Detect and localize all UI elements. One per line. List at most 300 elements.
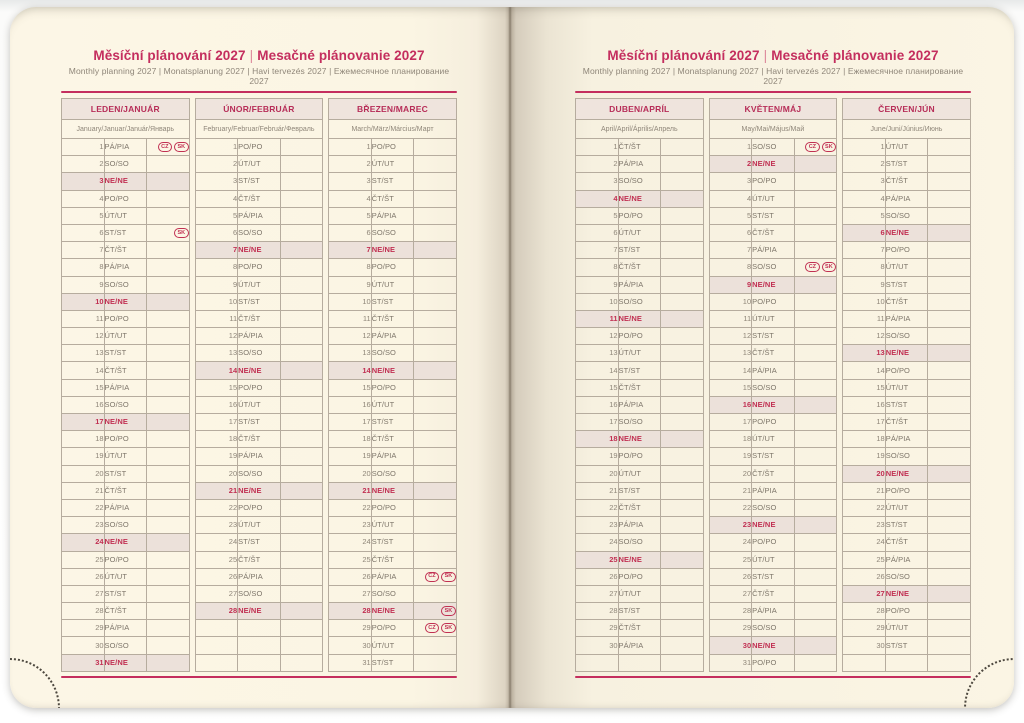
day-abbrev: PO/PO bbox=[371, 139, 414, 156]
day-number: 12 bbox=[195, 328, 238, 345]
day-row bbox=[709, 259, 837, 276]
day-number: 25 bbox=[709, 551, 752, 568]
day-number: 5 bbox=[195, 207, 238, 224]
day-row bbox=[709, 156, 837, 173]
day-row bbox=[62, 482, 190, 499]
day-number: 11 bbox=[62, 310, 105, 327]
notes-cell bbox=[928, 620, 971, 637]
day-number: 7 bbox=[843, 242, 886, 259]
day-abbrev: ST/ST bbox=[618, 242, 661, 259]
day-number: 3 bbox=[576, 173, 619, 190]
day-abbrev: PÁ/PIA bbox=[752, 482, 795, 499]
notes-cell bbox=[414, 568, 457, 585]
notes-cell bbox=[414, 139, 457, 156]
page-title-slovak: Mesačné plánovanie 2027 bbox=[771, 48, 939, 63]
day-row bbox=[329, 620, 457, 637]
day-abbrev: PÁ/PIA bbox=[238, 568, 281, 585]
month-name: DUBEN/APRÍL bbox=[576, 99, 704, 120]
notes-cell bbox=[414, 396, 457, 413]
day-number: 20 bbox=[576, 465, 619, 482]
day-row bbox=[709, 242, 837, 259]
notes-cell bbox=[414, 276, 457, 293]
day-abbrev: ÚT/UT bbox=[371, 276, 414, 293]
day-number: 1 bbox=[329, 139, 372, 156]
month-table bbox=[195, 98, 324, 672]
day-number: 7 bbox=[62, 242, 105, 259]
day-row bbox=[709, 585, 837, 602]
day-abbrev: ST/ST bbox=[371, 654, 414, 671]
day-abbrev: ČT/ŠT bbox=[371, 551, 414, 568]
day-row bbox=[843, 310, 971, 327]
notes-cell bbox=[928, 585, 971, 602]
day-row bbox=[576, 396, 704, 413]
day-abbrev: ST/ST bbox=[104, 585, 147, 602]
notes-cell bbox=[414, 379, 457, 396]
day-abbrev: ST/ST bbox=[752, 328, 795, 345]
month-languages: February/Februar/Február/Февраль bbox=[195, 120, 323, 139]
notes-cell bbox=[661, 396, 704, 413]
notes-cell bbox=[661, 448, 704, 465]
notes-cell bbox=[661, 431, 704, 448]
day-abbrev: ST/ST bbox=[618, 362, 661, 379]
day-number: 23 bbox=[195, 517, 238, 534]
day-number: 26 bbox=[576, 568, 619, 585]
day-number: 27 bbox=[329, 585, 372, 602]
notes-cell bbox=[661, 345, 704, 362]
day-abbrev: ČT/ŠT bbox=[104, 242, 147, 259]
notes-cell bbox=[794, 156, 837, 173]
day-abbrev: PO/PO bbox=[104, 431, 147, 448]
day-row bbox=[576, 431, 704, 448]
notes-cell bbox=[661, 293, 704, 310]
notes-cell bbox=[794, 396, 837, 413]
notes-cell bbox=[928, 396, 971, 413]
title-separator: | bbox=[249, 48, 254, 63]
day-abbrev: SO/SO bbox=[104, 276, 147, 293]
month-languages-row bbox=[329, 120, 457, 139]
notes-cell bbox=[928, 431, 971, 448]
day-row bbox=[709, 637, 837, 654]
day-number: 19 bbox=[709, 448, 752, 465]
notes-cell bbox=[414, 654, 457, 671]
day-row bbox=[329, 259, 457, 276]
notes-cell bbox=[414, 207, 457, 224]
day-number: 18 bbox=[576, 431, 619, 448]
day-row bbox=[576, 534, 704, 551]
day-row bbox=[62, 156, 190, 173]
notes-cell bbox=[661, 499, 704, 516]
notes-cell bbox=[147, 603, 190, 620]
day-number: 22 bbox=[843, 499, 886, 516]
day-abbrev: NE/NE bbox=[885, 224, 928, 241]
notes-cell bbox=[928, 328, 971, 345]
notes-cell bbox=[928, 345, 971, 362]
day-number: 9 bbox=[576, 276, 619, 293]
day-number: 28 bbox=[709, 603, 752, 620]
notes-cell bbox=[928, 310, 971, 327]
notes-cell bbox=[147, 293, 190, 310]
day-abbrev: ÚT/UT bbox=[885, 499, 928, 516]
month-header-row bbox=[709, 99, 837, 120]
notes-cell bbox=[661, 534, 704, 551]
day-row bbox=[709, 328, 837, 345]
day-row bbox=[576, 224, 704, 241]
day-row bbox=[329, 414, 457, 431]
notes-cell bbox=[661, 259, 704, 276]
month-languages: June/Juni/Június/Июнь bbox=[843, 120, 971, 139]
day-abbrev: NE/NE bbox=[104, 654, 147, 671]
day-abbrev: ÚT/UT bbox=[238, 156, 281, 173]
notes-cell bbox=[414, 448, 457, 465]
notes-cell bbox=[280, 568, 323, 585]
notes-cell bbox=[661, 585, 704, 602]
day-row bbox=[62, 310, 190, 327]
day-abbrev: ÚT/UT bbox=[752, 551, 795, 568]
day-row bbox=[709, 654, 837, 671]
notes-cell bbox=[414, 620, 457, 637]
notes-cell bbox=[280, 482, 323, 499]
day-number: 5 bbox=[709, 207, 752, 224]
day-abbrev: ČT/ŠT bbox=[104, 482, 147, 499]
notes-cell bbox=[414, 224, 457, 241]
month-languages: March/März/Március/Март bbox=[329, 120, 457, 139]
notes-cell bbox=[928, 568, 971, 585]
notes-cell bbox=[794, 517, 837, 534]
day-number: 9 bbox=[195, 276, 238, 293]
day-abbrev: PO/PO bbox=[752, 414, 795, 431]
day-abbrev: PÁ/PIA bbox=[104, 259, 147, 276]
notes-cell bbox=[147, 379, 190, 396]
empty-notes-cell bbox=[661, 654, 704, 671]
day-abbrev: ÚT/UT bbox=[238, 517, 281, 534]
day-row bbox=[329, 242, 457, 259]
day-number: 10 bbox=[329, 293, 372, 310]
notes-cell bbox=[147, 207, 190, 224]
day-number: 28 bbox=[195, 603, 238, 620]
day-number: 22 bbox=[195, 499, 238, 516]
day-number: 19 bbox=[329, 448, 372, 465]
left-months bbox=[61, 98, 457, 672]
day-number: 17 bbox=[843, 414, 886, 431]
month-languages: April/April/Április/Апрель bbox=[576, 120, 704, 139]
day-abbrev: ČT/ŠT bbox=[885, 534, 928, 551]
notes-cell bbox=[794, 482, 837, 499]
notes-cell bbox=[147, 620, 190, 637]
right-page-header bbox=[575, 7, 971, 86]
notes-cell bbox=[794, 620, 837, 637]
day-row bbox=[195, 293, 323, 310]
day-number: 25 bbox=[329, 551, 372, 568]
page-title-czech: Měsíční plánování 2027 bbox=[607, 48, 760, 63]
day-abbrev: ST/ST bbox=[885, 156, 928, 173]
day-abbrev: ST/ST bbox=[238, 414, 281, 431]
day-number: 6 bbox=[576, 224, 619, 241]
day-abbrev: NE/NE bbox=[752, 156, 795, 173]
notes-cell bbox=[414, 431, 457, 448]
day-number: 4 bbox=[709, 190, 752, 207]
day-abbrev: SO/SO bbox=[371, 224, 414, 241]
day-row bbox=[709, 603, 837, 620]
month-name: ČERVEN/JÚN bbox=[843, 99, 971, 120]
day-abbrev: ST/ST bbox=[371, 293, 414, 310]
empty-row bbox=[576, 654, 704, 671]
notes-cell bbox=[147, 499, 190, 516]
day-number: 21 bbox=[195, 482, 238, 499]
notes-cell bbox=[414, 173, 457, 190]
day-row bbox=[709, 431, 837, 448]
day-abbrev: PO/PO bbox=[371, 259, 414, 276]
notes-cell bbox=[928, 379, 971, 396]
day-row bbox=[709, 362, 837, 379]
day-row bbox=[576, 585, 704, 602]
day-row bbox=[195, 190, 323, 207]
empty-day-cell bbox=[238, 654, 281, 671]
empty-day-cell bbox=[238, 620, 281, 637]
day-row bbox=[329, 224, 457, 241]
day-abbrev: SO/SO bbox=[238, 585, 281, 602]
day-number: 6 bbox=[329, 224, 372, 241]
day-row bbox=[843, 414, 971, 431]
day-row bbox=[843, 534, 971, 551]
right-page bbox=[512, 7, 1014, 708]
empty-number-cell bbox=[195, 637, 238, 654]
day-row bbox=[843, 499, 971, 516]
day-row bbox=[843, 465, 971, 482]
month-header-row bbox=[843, 99, 971, 120]
notes-cell bbox=[661, 637, 704, 654]
day-abbrev: ČT/ŠT bbox=[238, 431, 281, 448]
notes-cell bbox=[147, 482, 190, 499]
day-number: 11 bbox=[329, 310, 372, 327]
day-abbrev: ČT/ŠT bbox=[371, 431, 414, 448]
day-abbrev: ČT/ŠT bbox=[238, 310, 281, 327]
day-abbrev: PÁ/PIA bbox=[238, 207, 281, 224]
day-abbrev: PÁ/PIA bbox=[618, 637, 661, 654]
day-row bbox=[329, 431, 457, 448]
day-number: 24 bbox=[843, 534, 886, 551]
day-number: 26 bbox=[709, 568, 752, 585]
day-abbrev: PÁ/PIA bbox=[104, 499, 147, 516]
day-abbrev: NE/NE bbox=[238, 603, 281, 620]
day-abbrev: ST/ST bbox=[885, 637, 928, 654]
day-row bbox=[329, 379, 457, 396]
day-abbrev: ST/ST bbox=[885, 517, 928, 534]
notes-cell bbox=[928, 190, 971, 207]
empty-notes-cell bbox=[280, 637, 323, 654]
day-abbrev: SO/SO bbox=[104, 637, 147, 654]
notes-cell bbox=[414, 603, 457, 620]
day-abbrev: PÁ/PIA bbox=[885, 551, 928, 568]
day-row bbox=[329, 465, 457, 482]
day-abbrev: SO/SO bbox=[618, 534, 661, 551]
notes-cell bbox=[414, 414, 457, 431]
day-number: 27 bbox=[62, 585, 105, 602]
day-row bbox=[576, 482, 704, 499]
day-abbrev: NE/NE bbox=[618, 190, 661, 207]
day-number: 15 bbox=[195, 379, 238, 396]
day-number: 7 bbox=[329, 242, 372, 259]
day-row bbox=[329, 568, 457, 585]
notes-cell bbox=[414, 345, 457, 362]
month-languages-row bbox=[62, 120, 190, 139]
day-row bbox=[195, 362, 323, 379]
day-row bbox=[62, 139, 190, 156]
day-abbrev: PÁ/PIA bbox=[104, 379, 147, 396]
day-row bbox=[843, 620, 971, 637]
notes-cell bbox=[414, 328, 457, 345]
day-row bbox=[62, 362, 190, 379]
day-abbrev: PÁ/PIA bbox=[618, 276, 661, 293]
empty-number-cell bbox=[195, 620, 238, 637]
month-header-row bbox=[576, 99, 704, 120]
day-abbrev: SO/SO bbox=[752, 259, 795, 276]
day-number: 10 bbox=[709, 293, 752, 310]
day-row bbox=[843, 637, 971, 654]
notes-cell bbox=[280, 465, 323, 482]
day-abbrev: ČT/ŠT bbox=[238, 190, 281, 207]
empty-day-cell bbox=[885, 654, 928, 671]
day-row bbox=[843, 603, 971, 620]
day-number: 22 bbox=[709, 499, 752, 516]
day-number: 1 bbox=[843, 139, 886, 156]
day-number: 30 bbox=[329, 637, 372, 654]
day-abbrev: ST/ST bbox=[885, 396, 928, 413]
day-row bbox=[843, 190, 971, 207]
notes-cell bbox=[280, 517, 323, 534]
day-row bbox=[709, 345, 837, 362]
day-abbrev: PO/PO bbox=[238, 379, 281, 396]
notes-cell bbox=[661, 156, 704, 173]
day-abbrev: PO/PO bbox=[371, 620, 414, 637]
notes-cell bbox=[280, 328, 323, 345]
day-number: 12 bbox=[709, 328, 752, 345]
notes-cell bbox=[414, 517, 457, 534]
day-row bbox=[329, 603, 457, 620]
day-row bbox=[576, 156, 704, 173]
notes-cell bbox=[280, 448, 323, 465]
notes-cell bbox=[794, 224, 837, 241]
day-row bbox=[329, 139, 457, 156]
notes-cell bbox=[928, 499, 971, 516]
day-number: 26 bbox=[329, 568, 372, 585]
empty-notes-cell bbox=[280, 620, 323, 637]
notes-cell bbox=[414, 242, 457, 259]
notes-cell bbox=[661, 482, 704, 499]
day-abbrev: ČT/ŠT bbox=[371, 190, 414, 207]
day-number: 19 bbox=[195, 448, 238, 465]
day-row bbox=[62, 259, 190, 276]
day-number: 6 bbox=[62, 224, 105, 241]
notes-cell bbox=[280, 293, 323, 310]
day-row bbox=[576, 637, 704, 654]
day-row bbox=[576, 379, 704, 396]
notes-cell bbox=[280, 139, 323, 156]
day-number: 14 bbox=[576, 362, 619, 379]
notes-cell bbox=[147, 414, 190, 431]
notes-cell bbox=[147, 637, 190, 654]
day-number: 19 bbox=[62, 448, 105, 465]
day-number: 15 bbox=[709, 379, 752, 396]
notes-cell bbox=[794, 465, 837, 482]
holiday-badge-sk: SK bbox=[441, 572, 456, 582]
day-row bbox=[62, 396, 190, 413]
day-row bbox=[576, 259, 704, 276]
day-abbrev: ÚT/UT bbox=[238, 396, 281, 413]
day-abbrev: PÁ/PIA bbox=[371, 328, 414, 345]
day-row bbox=[576, 345, 704, 362]
planner-book-spread bbox=[10, 7, 1014, 708]
day-number: 31 bbox=[709, 654, 752, 671]
day-row bbox=[843, 328, 971, 345]
notes-cell bbox=[661, 465, 704, 482]
notes-cell bbox=[280, 207, 323, 224]
day-row bbox=[195, 242, 323, 259]
day-row bbox=[62, 173, 190, 190]
day-abbrev: ÚT/UT bbox=[371, 156, 414, 173]
day-number: 3 bbox=[62, 173, 105, 190]
day-row bbox=[195, 328, 323, 345]
empty-row bbox=[195, 637, 323, 654]
day-row bbox=[843, 585, 971, 602]
day-abbrev: PO/PO bbox=[752, 293, 795, 310]
day-number: 20 bbox=[195, 465, 238, 482]
day-abbrev: PO/PO bbox=[371, 379, 414, 396]
day-row bbox=[195, 345, 323, 362]
notes-cell bbox=[661, 242, 704, 259]
holiday-badge-sk: SK bbox=[441, 623, 456, 633]
day-abbrev: ČT/ŠT bbox=[752, 345, 795, 362]
day-number: 30 bbox=[843, 637, 886, 654]
day-row bbox=[843, 379, 971, 396]
day-abbrev: PÁ/PIA bbox=[371, 207, 414, 224]
day-abbrev: ČT/ŠT bbox=[371, 310, 414, 327]
day-number: 2 bbox=[843, 156, 886, 173]
day-number: 3 bbox=[195, 173, 238, 190]
day-number: 24 bbox=[62, 534, 105, 551]
day-abbrev: ST/ST bbox=[371, 173, 414, 190]
day-abbrev: SO/SO bbox=[752, 379, 795, 396]
day-number: 15 bbox=[576, 379, 619, 396]
day-number: 15 bbox=[843, 379, 886, 396]
day-abbrev: ST/ST bbox=[238, 293, 281, 310]
notes-cell bbox=[794, 637, 837, 654]
day-abbrev: SO/SO bbox=[104, 396, 147, 413]
holiday-badge-sk: SK bbox=[174, 142, 189, 152]
day-number: 17 bbox=[62, 414, 105, 431]
notes-cell bbox=[280, 551, 323, 568]
day-row bbox=[62, 620, 190, 637]
notes-cell bbox=[280, 190, 323, 207]
day-number: 23 bbox=[709, 517, 752, 534]
day-abbrev: PÁ/PIA bbox=[752, 362, 795, 379]
day-abbrev: SO/SO bbox=[618, 414, 661, 431]
notes-cell bbox=[928, 465, 971, 482]
notes-cell bbox=[928, 259, 971, 276]
day-number: 29 bbox=[329, 620, 372, 637]
notes-cell bbox=[147, 568, 190, 585]
day-abbrev: ST/ST bbox=[885, 276, 928, 293]
day-abbrev: ÚT/UT bbox=[885, 139, 928, 156]
notes-cell bbox=[928, 637, 971, 654]
day-number: 28 bbox=[329, 603, 372, 620]
notes-cell bbox=[414, 293, 457, 310]
day-number: 8 bbox=[195, 259, 238, 276]
day-number: 17 bbox=[709, 414, 752, 431]
day-row bbox=[843, 431, 971, 448]
day-abbrev: PO/PO bbox=[618, 328, 661, 345]
bottom-rule bbox=[575, 676, 971, 678]
notes-cell bbox=[280, 414, 323, 431]
